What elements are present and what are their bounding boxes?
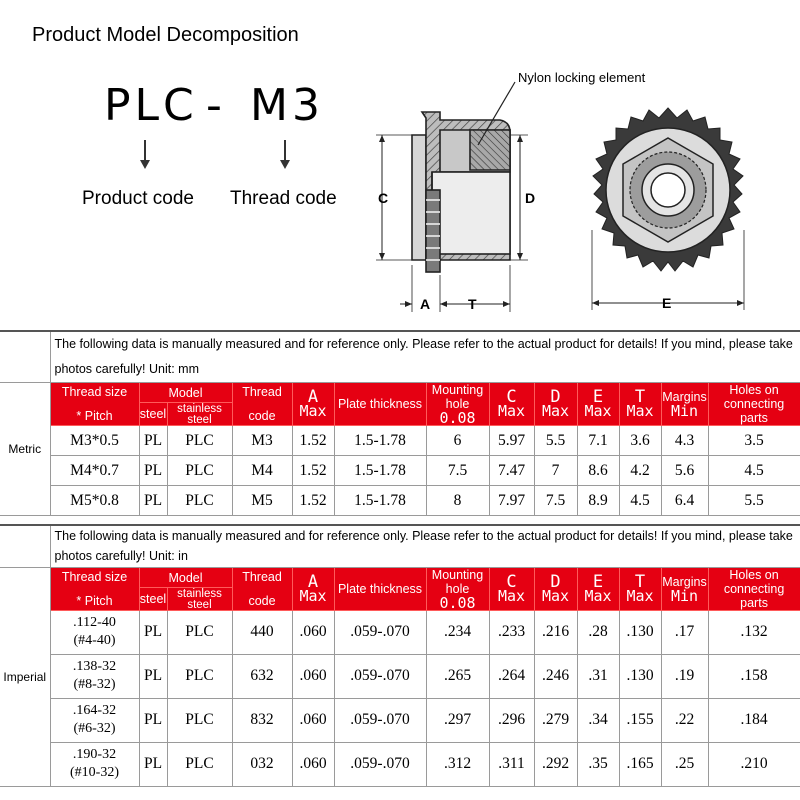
- table-cell: .297: [426, 698, 489, 742]
- table-cell: M3*0.5: [50, 426, 139, 456]
- table-cell: 6.4: [661, 486, 708, 516]
- table-cell: .112-40 (#4-40): [50, 610, 139, 654]
- table-cell: .28: [577, 610, 619, 654]
- table-cell: .190-32 (#10-32): [50, 742, 139, 786]
- table-cell: .060: [292, 654, 334, 698]
- table-cell: .184: [708, 698, 800, 742]
- header-model: Model steel stainless steel: [139, 383, 232, 426]
- table-cell: .31: [577, 654, 619, 698]
- table-cell: .138-32 (#8-32): [50, 654, 139, 698]
- table-cell: M3: [232, 426, 292, 456]
- side-view: [412, 112, 510, 272]
- table-cell: 4.3: [661, 426, 708, 456]
- table-cell: M4: [232, 456, 292, 486]
- table-cell: 8.6: [577, 456, 619, 486]
- imperial-spec-table: [0, 524, 800, 787]
- table-cell: 832: [232, 698, 292, 742]
- table-row: [0, 486, 800, 516]
- table-cell: PLC: [167, 610, 232, 654]
- table-row: [0, 426, 800, 456]
- table-cell: PLC: [167, 698, 232, 742]
- header-thread-size: Thread size * Pitch: [50, 567, 139, 610]
- table-cell: 3.6: [619, 426, 661, 456]
- table-cell: 4.5: [619, 486, 661, 516]
- table-row: [0, 742, 800, 786]
- header-thread-size: Thread size * Pitch: [50, 383, 139, 426]
- table-cell: 5.5: [708, 486, 800, 516]
- dim-c-label: C: [378, 190, 389, 206]
- table-cell: PL: [139, 456, 167, 486]
- table-cell: 440: [232, 610, 292, 654]
- table-cell: 4.5: [708, 456, 800, 486]
- table-cell: 032: [232, 742, 292, 786]
- table-cell: 5.5: [534, 426, 577, 456]
- table-cell: .059-.070: [334, 742, 426, 786]
- product-code-label: Product code: [82, 188, 194, 209]
- table-cell: PL: [139, 610, 167, 654]
- table-cell: .311: [489, 742, 534, 786]
- dim-e-label: E: [662, 295, 672, 311]
- table-cell: 6: [426, 426, 489, 456]
- front-view: [593, 108, 743, 271]
- table-cell: 3.5: [708, 426, 800, 456]
- metric-side-label: Metric: [0, 383, 50, 516]
- table-cell: .060: [292, 610, 334, 654]
- table-cell: .296: [489, 698, 534, 742]
- table-cell: PL: [139, 654, 167, 698]
- table-cell: .059-.070: [334, 610, 426, 654]
- table-cell: 1.5-1.78: [334, 426, 426, 456]
- table-cell: 5.6: [661, 456, 708, 486]
- table-cell: .234: [426, 610, 489, 654]
- table-cell: .059-.070: [334, 698, 426, 742]
- table-cell: .312: [426, 742, 489, 786]
- arrow-down-icon: [280, 140, 290, 170]
- header-thread-code: Thread code: [232, 567, 292, 610]
- header-margins: Margins Min: [661, 567, 708, 610]
- table-cell: 1.52: [292, 456, 334, 486]
- metric-side-spacer: [0, 331, 50, 383]
- header-e: E Max: [577, 383, 619, 426]
- table-cell: M5*0.8: [50, 486, 139, 516]
- table-cell: 4.2: [619, 456, 661, 486]
- table-cell: M4*0.7: [50, 456, 139, 486]
- table-cell: .25: [661, 742, 708, 786]
- table-cell: PL: [139, 698, 167, 742]
- thread-code-text: M3: [250, 80, 324, 131]
- table-cell: 7.1: [577, 426, 619, 456]
- header-t: T Max: [619, 567, 661, 610]
- header-model: Model steel stainless steel: [139, 567, 232, 610]
- dim-d-label: D: [525, 190, 536, 206]
- header-a: A Max: [292, 383, 334, 426]
- table-cell: .059-.070: [334, 654, 426, 698]
- table-cell: 1.5-1.78: [334, 486, 426, 516]
- header-holes-on: Holes on connecting parts: [708, 567, 800, 610]
- table-cell: PLC: [167, 486, 232, 516]
- header-c: C Max: [489, 567, 534, 610]
- table-cell: .34: [577, 698, 619, 742]
- page-title: Product Model Decomposition: [32, 24, 299, 46]
- table-cell: .19: [661, 654, 708, 698]
- table-cell: 1.52: [292, 486, 334, 516]
- table-cell: 7.5: [426, 456, 489, 486]
- table-row: [0, 610, 800, 654]
- table-cell: .165: [619, 742, 661, 786]
- table-cell: .17: [661, 610, 708, 654]
- table-cell: PL: [139, 742, 167, 786]
- imperial-side-label: Imperial: [0, 567, 50, 786]
- table-cell: .233: [489, 610, 534, 654]
- header-plate-thickness: Plate thickness: [334, 567, 426, 610]
- table-cell: .216: [534, 610, 577, 654]
- table-cell: 5.97: [489, 426, 534, 456]
- table-cell: .35: [577, 742, 619, 786]
- table-cell: .292: [534, 742, 577, 786]
- nut-technical-drawing: [360, 60, 780, 320]
- thread-code-label: Thread code: [230, 188, 337, 209]
- header-a: A Max: [292, 567, 334, 610]
- header-t: T Max: [619, 383, 661, 426]
- table-cell: .246: [534, 654, 577, 698]
- product-code-text: PLC: [104, 80, 198, 131]
- table-cell: 1.5-1.78: [334, 456, 426, 486]
- table-cell: .132: [708, 610, 800, 654]
- metric-spec-table: [0, 330, 800, 516]
- table-cell: .279: [534, 698, 577, 742]
- callout-label: Nylon locking element: [518, 70, 646, 85]
- imperial-note: The following data is manually measured and for reference only. Please refer to the actual product for details! If you mind, please take photos carefully! Unit: in: [50, 525, 800, 567]
- arrow-down-icon: [140, 140, 150, 170]
- table-cell: PL: [139, 426, 167, 456]
- dim-t-label: T: [468, 296, 477, 312]
- table-cell: PL: [139, 486, 167, 516]
- table-cell: PLC: [167, 456, 232, 486]
- header-thread-code: Thread code: [232, 383, 292, 426]
- header-margins: Margins Min: [661, 383, 708, 426]
- header-mounting-hole: Mounting hole 0.08: [426, 567, 489, 610]
- table-cell: 7.97: [489, 486, 534, 516]
- header-mounting-hole: Mounting hole 0.08: [426, 383, 489, 426]
- table-cell: .060: [292, 742, 334, 786]
- table-cell: 8.9: [577, 486, 619, 516]
- model-separator: -: [206, 80, 226, 131]
- table-cell: 632: [232, 654, 292, 698]
- header-holes-on: Holes on connecting parts: [708, 383, 800, 426]
- table-cell: .164-32 (#6-32): [50, 698, 139, 742]
- table-cell: .060: [292, 698, 334, 742]
- table-cell: 7.47: [489, 456, 534, 486]
- table-cell: 7.5: [534, 486, 577, 516]
- table-cell: PLC: [167, 426, 232, 456]
- metric-note: The following data is manually measured and for reference only. Please refer to the actual product for details! If you mind, please take photos carefully! Unit: mm: [50, 331, 800, 383]
- table-cell: 8: [426, 486, 489, 516]
- table-cell: .130: [619, 610, 661, 654]
- table-cell: .22: [661, 698, 708, 742]
- header-e: E Max: [577, 567, 619, 610]
- table-cell: .210: [708, 742, 800, 786]
- dim-a-label: A: [420, 296, 431, 312]
- table-row: [0, 456, 800, 486]
- header-plate-thickness: Plate thickness: [334, 383, 426, 426]
- header-d: D Max: [534, 567, 577, 610]
- header-d: D Max: [534, 383, 577, 426]
- table-cell: .155: [619, 698, 661, 742]
- table-row: [0, 654, 800, 698]
- table-row: [0, 698, 800, 742]
- header-c: C Max: [489, 383, 534, 426]
- table-cell: .158: [708, 654, 800, 698]
- imperial-side-spacer: [0, 525, 50, 567]
- table-cell: .264: [489, 654, 534, 698]
- table-cell: M5: [232, 486, 292, 516]
- table-cell: 1.52: [292, 426, 334, 456]
- table-cell: .130: [619, 654, 661, 698]
- table-cell: 7: [534, 456, 577, 486]
- table-cell: PLC: [167, 742, 232, 786]
- table-cell: PLC: [167, 654, 232, 698]
- table-cell: .265: [426, 654, 489, 698]
